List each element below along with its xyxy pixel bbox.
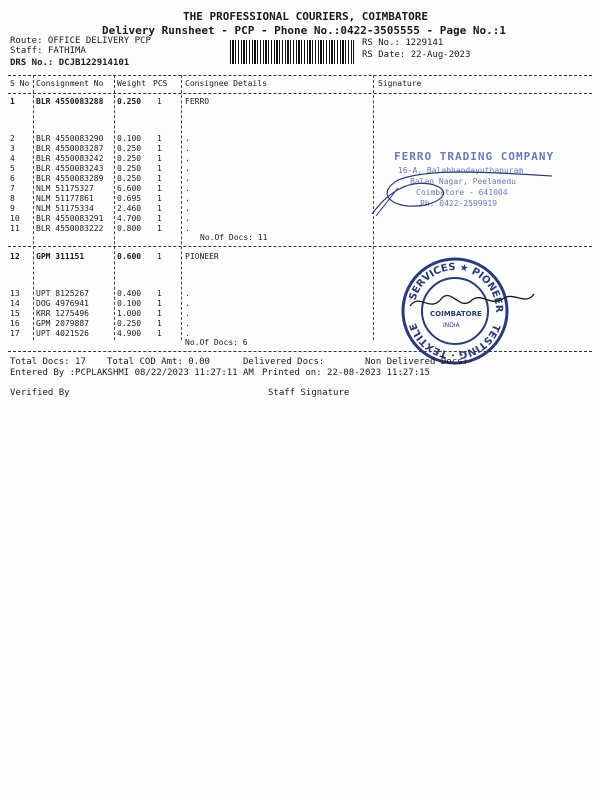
delivered-docs: Delivered Docs:	[243, 357, 325, 367]
stamp-arc-top: SERVICES ★ PIONEER	[407, 261, 505, 313]
row-weight: 0.800	[117, 224, 142, 233]
row-weight: 0.695	[117, 194, 142, 203]
row-weight: 4.900	[117, 329, 142, 338]
row-weight: 2.460	[117, 204, 142, 213]
stamp-company: FERRO TRADING COMPANY	[394, 150, 555, 163]
row-consignee: .	[185, 174, 190, 183]
row-weight: 0.250	[117, 174, 142, 183]
row-pcs: 1	[157, 204, 162, 213]
drs-number: DRS No.: DCJB122914101	[10, 58, 130, 68]
signature-scribble	[368, 162, 558, 222]
row-consignment-no: GPM 311151	[36, 252, 85, 261]
row-consignee: .	[185, 299, 190, 308]
row-consignment-no: UPT 4021526	[36, 329, 89, 338]
row-sno: 8	[10, 194, 15, 203]
row-weight: 0.100	[117, 299, 142, 308]
column-divider	[33, 75, 34, 340]
row-weight: 1.000	[117, 309, 142, 318]
group-2-doc-count: No.Of Docs: 6	[185, 338, 248, 347]
row-sno: 1	[10, 97, 15, 106]
row-weight: 4.700	[117, 214, 142, 223]
row-consignment-no: BLR 4550083287	[36, 144, 104, 153]
stamp-arc-bottom: TESTING · TEXTILE	[408, 321, 502, 361]
total-cod: Total COD Amt: 0.00	[107, 357, 210, 367]
row-consignee: .	[185, 134, 190, 143]
pioneer-stamp	[400, 256, 510, 366]
row-consignee: .	[185, 144, 190, 153]
row-pcs: 1	[157, 194, 162, 203]
ferro-stamp	[376, 150, 576, 220]
row-consignment-no: BLR 4550083222	[36, 224, 104, 233]
row-weight: 0.100	[117, 134, 142, 143]
row-sno: 4	[10, 154, 15, 163]
row-consignment-no: KRR 1275496	[36, 309, 89, 318]
row-pcs: 1	[157, 97, 162, 106]
row-consignment-no: BLR 4550083291	[36, 214, 104, 223]
row-consignee: .	[185, 204, 190, 213]
col-header-weight: Weight	[117, 79, 146, 88]
row-consignee: .	[185, 329, 190, 338]
table-top-rule	[8, 75, 592, 76]
row-consignment-no: BLR 4550083288	[36, 97, 104, 106]
stamp-address-1: 16-A, Balabhandayuthapuram	[398, 166, 524, 175]
rs-number: RS No.: 1229141	[362, 38, 444, 48]
column-divider	[181, 75, 182, 340]
row-pcs: 1	[157, 252, 162, 261]
non-delivered-docs: Non Delivered Docs:	[365, 357, 468, 367]
row-consignment-no: DOG 4976941	[36, 299, 89, 308]
row-consignment-no: GPM 2079887	[36, 319, 89, 328]
row-consignee: .	[185, 154, 190, 163]
row-sno: 11	[10, 224, 20, 233]
table-header-rule	[8, 93, 592, 94]
printed-on: Printed on: 22-08-2023 11:27:15	[262, 368, 430, 378]
stamp-phone: Ph: 0422-2599919	[420, 199, 498, 208]
route-label: Route: OFFICE DELIVERY PCP	[10, 36, 151, 46]
row-pcs: 1	[157, 309, 162, 318]
row-pcs: 1	[157, 299, 162, 308]
row-pcs: 1	[157, 134, 162, 143]
company-name: THE PROFESSIONAL COURIERS, COIMBATORE	[183, 10, 429, 23]
row-weight: 0.250	[117, 144, 142, 153]
row-sno: 13	[10, 289, 20, 298]
row-sno: 5	[10, 164, 15, 173]
verified-by: Verified By	[10, 388, 70, 398]
col-header-signature: Signature	[378, 79, 422, 88]
row-consignee: .	[185, 224, 190, 233]
row-consignee: .	[185, 289, 190, 298]
row-sno: 14	[10, 299, 20, 308]
row-weight: 0.250	[117, 97, 142, 106]
stamp-address-3: Coimbatore - 641004	[416, 188, 508, 197]
row-consignment-no: NLM 51175327	[36, 184, 94, 193]
row-consignee: .	[185, 194, 190, 203]
row-weight: 0.250	[117, 154, 142, 163]
row-consignee: .	[185, 184, 190, 193]
row-pcs: 1	[157, 174, 162, 183]
col-header-consignee: Consignee Details	[185, 79, 267, 88]
col-header-pcs: PCS	[153, 79, 168, 88]
row-sno: 3	[10, 144, 15, 153]
row-consignment-no: BLR 4550083243	[36, 164, 104, 173]
row-sno: 7	[10, 184, 15, 193]
row-sno: 6	[10, 174, 15, 183]
row-weight: 0.250	[117, 319, 142, 328]
row-pcs: 1	[157, 214, 162, 223]
row-consignment-no: BLR 4550083290	[36, 134, 104, 143]
stamp-mark: INDIA	[443, 322, 460, 329]
row-consignee: .	[185, 164, 190, 173]
barcode	[230, 40, 354, 64]
row-pcs: 1	[157, 319, 162, 328]
row-pcs: 1	[157, 154, 162, 163]
total-docs: Total Docs: 17	[10, 357, 86, 367]
column-divider	[114, 75, 115, 340]
row-consignment-no: NLM 51175334	[36, 204, 94, 213]
row-consignee: .	[185, 214, 190, 223]
row-pcs: 1	[157, 184, 162, 193]
row-consignee: FERRO	[185, 97, 210, 106]
entered-by: Entered By :PCPLAKSHMI 08/22/2023 11:27:11 AM	[10, 368, 254, 378]
row-weight: 0.250	[117, 164, 142, 173]
row-pcs: 1	[157, 289, 162, 298]
row-sno: 17	[10, 329, 20, 338]
group-1-doc-count: No.Of Docs: 11	[200, 233, 268, 242]
stamp-address-2: Balan Nagar, Peelamedu	[410, 177, 516, 186]
row-sno: 10	[10, 214, 20, 223]
row-consignee: .	[185, 309, 190, 318]
staff-label: Staff: FATHIMA	[10, 46, 86, 56]
row-consignment-no: BLR 4550083242	[36, 154, 104, 163]
row-sno: 16	[10, 319, 20, 328]
row-pcs: 1	[157, 144, 162, 153]
col-header-sno: S No	[10, 79, 30, 88]
row-sno: 2	[10, 134, 15, 143]
rs-date: RS Date: 22-Aug-2023	[362, 50, 471, 60]
stamp-center: COIMBATORE	[430, 310, 482, 318]
row-sno: 12	[10, 252, 20, 261]
row-pcs: 1	[157, 224, 162, 233]
row-weight: 6.600	[117, 184, 142, 193]
row-consignment-no: NLM 51177861	[36, 194, 94, 203]
runsheet-title: Delivery Runsheet - PCP - Phone No.:0422-3505555 - Page No.:1	[102, 24, 506, 37]
col-header-consignment: Consignment No	[36, 79, 104, 88]
row-pcs: 1	[157, 329, 162, 338]
row-consignee: PIONEER	[185, 252, 219, 261]
row-consignee: .	[185, 319, 190, 328]
row-weight: 0.600	[117, 252, 142, 261]
row-weight: 0.400	[117, 289, 142, 298]
row-sno: 9	[10, 204, 15, 213]
pioneer-signature	[408, 284, 538, 324]
staff-signature: Staff Signature	[268, 388, 350, 398]
group-divider	[8, 246, 592, 247]
row-pcs: 1	[157, 164, 162, 173]
row-consignment-no: BLR 4550083289	[36, 174, 104, 183]
row-consignment-no: UPT 8125267	[36, 289, 89, 298]
row-sno: 15	[10, 309, 20, 318]
